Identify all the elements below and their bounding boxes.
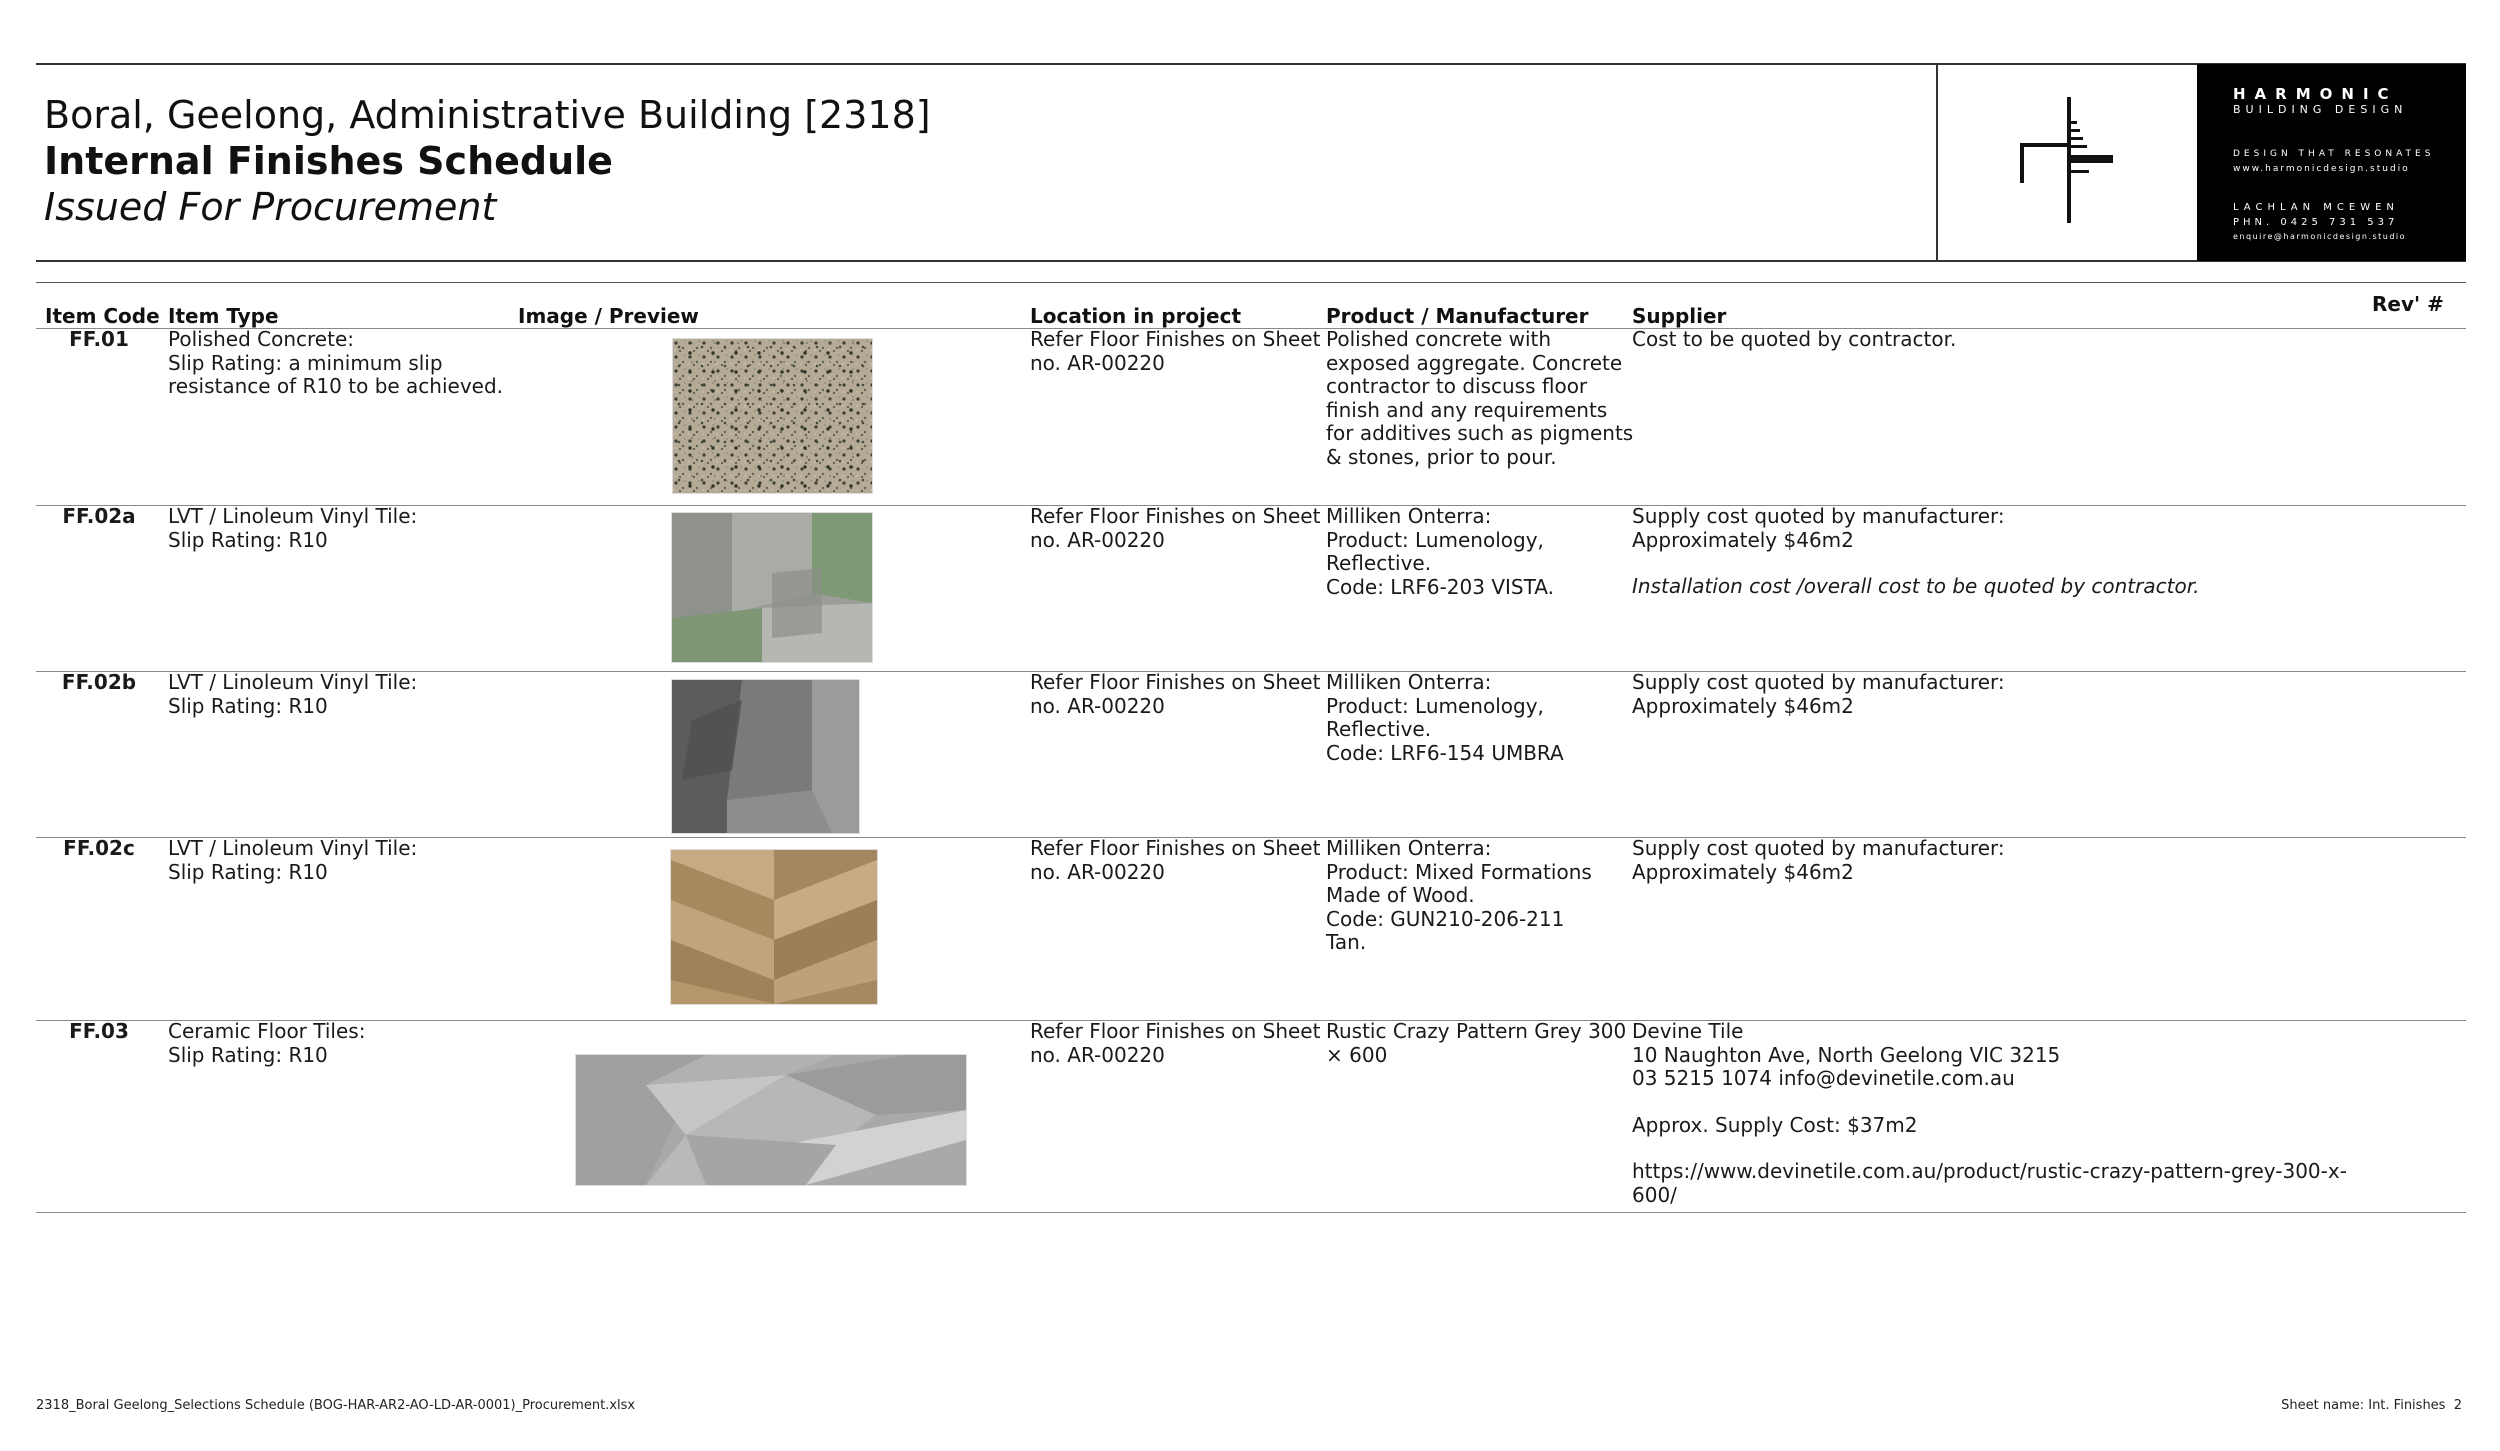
brand-panel — [2197, 64, 2466, 261]
installation-note: Installation cost /overall cost to be quoted by contractor. — [1632, 574, 2200, 598]
project-title: Boral, Geelong, Administrative Building [2318] — [44, 93, 931, 137]
header-bottom-rule — [36, 260, 2466, 262]
lvt-wood-swatch — [670, 849, 878, 1005]
row-location-ff03: Refer Floor Finishes on Sheet no. AR-00220 — [1030, 1019, 1321, 1067]
col-header-location: Location in project — [1030, 304, 1242, 328]
row-supplier-ff02b: Supply cost quoted by manufacturer: Approximately $46m2 — [1632, 670, 2005, 718]
table-bottom-rule — [36, 1212, 2466, 1213]
header-divider — [1936, 64, 1938, 261]
brand-tagline: DESIGN THAT RESONATES — [2233, 149, 2435, 159]
row-location-ff02b: Refer Floor Finishes on Sheet no. AR-00220 — [1030, 670, 1321, 718]
footer-sheet-name: Sheet name: Int. Finishes — [2281, 1398, 2446, 1413]
row-product-ff01: Polished concrete with exposed aggregate. Concrete contractor to discuss floor finish and any requirements for additives such as pigments & stones, prior to pour. — [1326, 327, 1634, 469]
row-code-ff02c: FF.02c — [63, 836, 135, 860]
brand-email: enquire@harmonicdesign.studio — [2233, 232, 2407, 241]
col-header-item-code: Item Code — [45, 304, 160, 328]
ceramic-tile-swatch — [575, 1054, 967, 1186]
row-supplier-ff01: Cost to be quoted by contractor. — [1632, 327, 1957, 351]
row-product-ff03: Rustic Crazy Pattern Grey 300 × 600 — [1326, 1019, 1627, 1067]
row-code-ff03: FF.03 — [69, 1019, 129, 1043]
row-supplier-ff02a: Supply cost quoted by manufacturer: Approximately $46m2 Installation cost /overall cost to be quoted by contractor. — [1632, 504, 2200, 598]
row-product-ff02c: Milliken Onterra: Product: Mixed Formations Made of Wood. Code: GUN210-206-211 Tan. — [1326, 836, 1592, 954]
row-type-ff03: Ceramic Floor Tiles: Slip Rating: R10 — [168, 1019, 366, 1067]
row-product-ff02b: Milliken Onterra: Product: Lumenology, Reflective. Code: LRF6-154 UMBRA — [1326, 670, 1564, 765]
footer-sheet-info — [2281, 1398, 2462, 1413]
supply-cost: Approx. Supply Cost: $37m2 — [1632, 1112, 1918, 1137]
col-header-image: Image / Preview — [518, 304, 699, 328]
title-block — [44, 92, 931, 230]
brand-name: HARMONIC — [2233, 85, 2398, 103]
col-header-supplier: Supplier — [1632, 304, 1727, 328]
lvt-vista-swatch — [671, 512, 873, 663]
polished-concrete-swatch — [672, 338, 873, 494]
header-top-rule — [36, 63, 2466, 65]
row-code-ff01: FF.01 — [69, 327, 129, 351]
brand-contact-name: LACHLAN MCEWEN — [2233, 202, 2399, 213]
brand-subtitle: BUILDING DESIGN — [2233, 103, 2408, 116]
brand-website: www.harmonicdesign.studio — [2233, 164, 2410, 174]
col-header-item-type: Item Type — [168, 304, 279, 328]
harmonic-logo-icon — [2010, 95, 2120, 225]
row-code-ff02b: FF.02b — [61, 670, 137, 694]
footer-page-number: 2 — [2453, 1398, 2462, 1413]
row-type-ff02a: LVT / Linoleum Vinyl Tile: Slip Rating: R10 — [168, 504, 418, 552]
footer-file-name: 2318_Boral Geelong_Selections Schedule (BOG-HAR-AR2-AO-LD-AR-0001)_Procurement.xlsx — [36, 1398, 636, 1413]
row-product-ff02a: Milliken Onterra: Product: Lumenology, Reflective. Code: LRF6-203 VISTA. — [1326, 504, 1554, 599]
row-type-ff01: Polished Concrete: Slip Rating: a minimum slip resistance of R10 to be achieved. — [168, 327, 504, 398]
row-location-ff02a: Refer Floor Finishes on Sheet no. AR-00220 — [1030, 504, 1321, 552]
supplier-url[interactable]: https://www.devinetile.com.au/product/rustic-crazy-pattern-grey-300-x- 600/ — [1632, 1159, 2347, 1207]
row-type-ff02c: LVT / Linoleum Vinyl Tile: Slip Rating: R10 — [168, 836, 418, 884]
table-top-rule — [36, 282, 2466, 283]
row-code-ff02a: FF.02a — [62, 504, 136, 528]
row-location-ff02c: Refer Floor Finishes on Sheet no. AR-00220 — [1030, 836, 1321, 884]
schedule-title: Internal Finishes Schedule — [44, 139, 613, 183]
row-supplier-ff03: Devine Tile 10 Naughton Ave, North Geelong VIC 3215 03 5215 1074 info@devinetile.com.au Approx. Supply Cost: $37m2 https://www.devinetile.com.au/product/rustic-crazy-pattern-grey-300-x- 600/ — [1632, 1019, 2347, 1207]
lvt-umbra-swatch — [671, 679, 860, 834]
col-header-rev: Rev' # — [2372, 292, 2444, 316]
row-supplier-ff02c: Supply cost quoted by manufacturer: Approximately $46m2 — [1632, 836, 2005, 884]
col-header-product: Product / Manufacturer — [1326, 304, 1589, 328]
row-type-ff02b: LVT / Linoleum Vinyl Tile: Slip Rating: R10 — [168, 670, 418, 718]
row-location-ff01: Refer Floor Finishes on Sheet no. AR-00220 — [1030, 327, 1321, 375]
brand-phone: PHN. 0425 731 537 — [2233, 217, 2399, 228]
issue-status: Issued For Procurement — [44, 185, 497, 229]
